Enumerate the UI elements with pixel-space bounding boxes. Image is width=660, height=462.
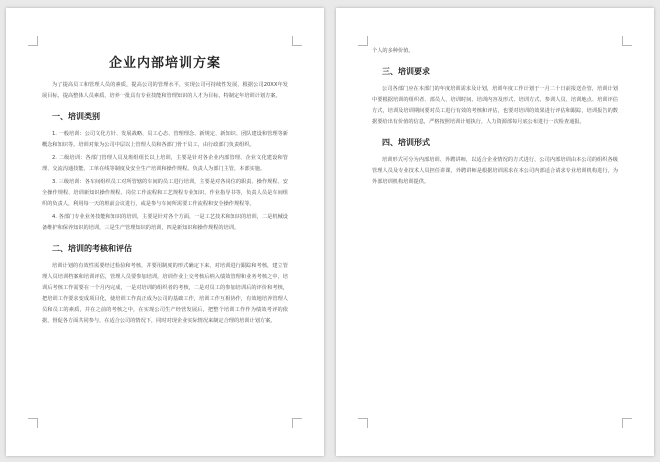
- intro-paragraph: 为了提高员工和管理人员的素质，提高公司的管理水平，实现公司可持续性发展，根据公司20XX年发展目标，提高整体人员素质，培养一批具有专业技能和管理知识的人才为目标，特制定年培训计划方案。: [42, 82, 288, 99]
- paragraph: 2. 二级培训：各部门管理人员及班组组长以上培训，主要是针对各企业内部管理、企业文化建设和管理、交流沟通技能、工单在线等制度及安全生产培训和操作规程。负责人为部门主管，本部实施。: [42, 155, 288, 172]
- continued-paragraph: 个人的多种价值。: [372, 48, 414, 54]
- section-heading-training-categories: 一、培训类别: [52, 111, 100, 121]
- crop-mark-bottom-left: [358, 418, 368, 428]
- section-heading-requirements: 三、培训要求: [382, 66, 430, 76]
- paragraph: 4. 各部门专业业务技能和知识的培训，主要是针对各个方面，一是工艺技术和知识的培训，二是机械设备维护和保养知识的培训，三是生产管理知识的培训，四是新知识和操作规程的培训。: [42, 214, 288, 231]
- paragraph: 3. 三级培训：各车间组织员工对所管辖的车间的员工进行培训，主要是对各岗位的职责、操作规程、安全操作规程、培训新知识操作规程、岗位工作流程和工艺规程专业知识、作业指导书等，负责人员是车间组织的负责人，利用每一天的班前会议进行，或是参与车间所需要工作流程和安全操作规程等。: [42, 179, 288, 207]
- crop-mark-bottom-right: [622, 418, 632, 428]
- paragraph: 培训计划的有效性需要经过检验和考核，并要用制度的形式确定下来，对培训进行跟踪和考核，建立管理人员培训档案和培训评估，管理人员要参加培训，培训作业上交考核后纳入绩效管理和业务考核之中，培训后考核工作需要在一个月内完成，一是对培训的组织者的考核，二是对员工的参加培训后的评价和考核，把培训工作要求变成项目化，使培训工作真正成为公司的基础工作，培训工作互相协作，有效地培养管理人员和员工的素质，并在之前的考核之中，在实现公司生产经营发展后，把整个培训工作作为绩效考评的依据，督促各方面共同参与，在适合公司的情况下，同时对现企业实际情况来制定合理的培训计划方案。: [42, 263, 288, 324]
- crop-mark-top-left: [28, 36, 38, 46]
- paragraph: 1. 一般培训：公司文化方针、发展战略、员工心态、管理理念、新规定、新知识、团队建设和管理等新概念和知识等。培训对象为公司中层以上管理人员和各部门骨干员工，由行政部门负责组织。: [42, 131, 288, 148]
- page-2-content: [372, 46, 618, 190]
- crop-mark-top-left: [358, 36, 368, 46]
- document-title: 企业内部培训方案: [108, 56, 221, 71]
- document-page-1: [6, 8, 324, 456]
- crop-mark-top-right: [292, 36, 302, 46]
- section-heading-training-format: 四、培训形式: [382, 137, 430, 147]
- document-page-2: [336, 8, 654, 456]
- crop-mark-top-right: [622, 36, 632, 46]
- crop-mark-bottom-right: [292, 418, 302, 428]
- paragraph: 公司各部门应在本部门的年度培训需求及计划，培训年度工作计划于一月二十日前报送企管，培训计划中要根据培训的组织者、部员人、培训时间、培训内容及形式、培训方式、参训人员、培训地点、培训评估方式，培训及培训期间要对员工进行有效的考核和评估，也要对培训的效果进行评估和跟踪，培训报告的数据要给出有价值的信息，严格按照培训计划执行，人力资源部每月底公布进行一次检查通报。: [372, 86, 618, 125]
- paragraph: 培训形式可分为内部培训、外聘讲师，以适合企业情况的方式进行，公司内部培训由本公司的组织各级管理人员及专业技术人员担任讲课，外聘讲师是根据培训需求在本公司内部适合请求专业培训机构进行，为外部培训机构培训提供。: [372, 157, 618, 185]
- section-heading-assessment: 二、培训的考核和评估: [52, 243, 132, 253]
- crop-mark-bottom-left: [28, 418, 38, 428]
- page-1-content: [42, 52, 288, 329]
